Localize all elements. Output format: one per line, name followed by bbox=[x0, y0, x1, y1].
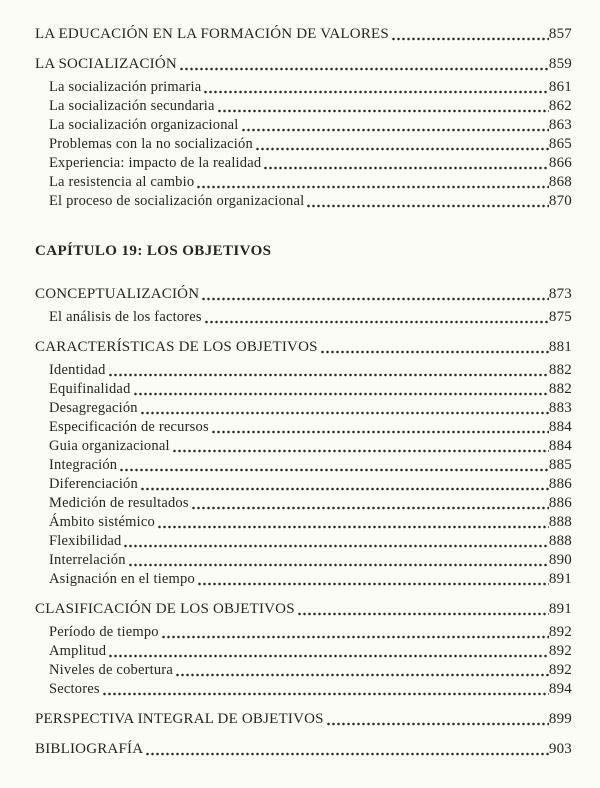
toc-entry-label: CONCEPTUALIZACIÓN bbox=[35, 286, 200, 302]
toc-entry-page-number: 883 bbox=[548, 400, 572, 416]
toc-entry-page-number: 888 bbox=[548, 533, 572, 549]
dot-leader bbox=[155, 513, 549, 532]
toc-entry-page-number: 882 bbox=[548, 381, 572, 397]
toc-entry-page-number: 888 bbox=[548, 514, 572, 530]
toc-entry bbox=[49, 437, 572, 456]
dot-leader bbox=[199, 285, 549, 304]
toc-entry-label: Diferenciación bbox=[49, 476, 138, 492]
toc-entry-label: La resistencia al cambio bbox=[49, 174, 195, 190]
toc-entry-label: BIBLIOGRAFÍA bbox=[35, 741, 144, 757]
toc-entry-page-number: 892 bbox=[548, 624, 572, 640]
chapter-heading-label: CAPÍTULO 19: LOS OBJETIVOS bbox=[35, 243, 272, 259]
dot-leader bbox=[261, 154, 549, 173]
toc-entry-page-number: 882 bbox=[548, 362, 572, 378]
dot-leader bbox=[324, 710, 549, 729]
toc-entry-page-number: 886 bbox=[548, 495, 572, 511]
toc-entry-label: PERSPECTIVA INTEGRAL DE OBJETIVOS bbox=[35, 711, 324, 727]
toc-entry bbox=[35, 285, 572, 304]
toc-entry-label: LA SOCIALIZACIÓN bbox=[35, 56, 177, 72]
dot-leader bbox=[131, 380, 549, 399]
dot-leader bbox=[253, 135, 549, 154]
toc-entry bbox=[49, 623, 572, 642]
toc-entry-label: CARACTERÍSTICAS DE LOS OBJETIVOS bbox=[35, 339, 318, 355]
toc-entry-label: Amplitud bbox=[49, 643, 107, 659]
toc-entry-page-number: 886 bbox=[548, 476, 572, 492]
dot-leader bbox=[138, 399, 549, 418]
dot-leader bbox=[173, 661, 549, 680]
toc-entry-page-number: 873 bbox=[548, 286, 572, 302]
toc-entry bbox=[35, 25, 572, 44]
toc-entry-page-number: 868 bbox=[548, 174, 572, 190]
toc-entry bbox=[49, 135, 572, 154]
toc-entry-page-number: 861 bbox=[548, 79, 572, 95]
toc-entry-label: Niveles de cobertura bbox=[49, 662, 173, 678]
dot-leader bbox=[389, 25, 549, 44]
toc-entry-page-number: 903 bbox=[548, 741, 572, 757]
toc-entry-label: Período de tiempo bbox=[49, 624, 159, 640]
toc-entry-label: CLASIFICACIÓN DE LOS OBJETIVOS bbox=[35, 601, 295, 617]
toc-entry-page-number: 870 bbox=[548, 193, 572, 209]
toc-entry-label: LA EDUCACIÓN EN LA FORMACIÓN DE VALORES bbox=[35, 26, 389, 42]
toc-entry-page-number: 894 bbox=[548, 681, 572, 697]
toc-entry-label: Interrelación bbox=[49, 552, 126, 568]
toc-entry bbox=[49, 642, 572, 661]
toc-entry bbox=[35, 55, 572, 74]
dot-leader bbox=[138, 475, 549, 494]
dot-leader bbox=[159, 623, 549, 642]
toc-entry-label: Especificación de recursos bbox=[49, 419, 209, 435]
dot-leader bbox=[106, 361, 549, 380]
toc-entry-label: Experiencia: impacto de la realidad bbox=[49, 155, 262, 171]
toc-entry bbox=[49, 192, 572, 211]
toc-entry bbox=[49, 97, 572, 116]
toc-entry-label: Integración bbox=[49, 457, 118, 473]
dot-leader bbox=[170, 437, 549, 456]
dot-leader bbox=[195, 570, 549, 589]
dot-leader bbox=[202, 308, 549, 327]
toc-entry-page-number: 863 bbox=[548, 117, 572, 133]
toc-entry-label: La socialización secundaria bbox=[49, 98, 215, 114]
toc-entry-label: Guia organizacional bbox=[49, 438, 170, 454]
dot-leader bbox=[126, 551, 549, 570]
toc-entry-page-number: 884 bbox=[548, 438, 572, 454]
toc-entry bbox=[35, 600, 572, 619]
toc-entry bbox=[49, 78, 572, 97]
dot-leader bbox=[295, 600, 549, 619]
toc-entry bbox=[49, 551, 572, 570]
toc-entry-label: Ámbito sistémico bbox=[49, 514, 155, 530]
toc-entry bbox=[49, 570, 572, 589]
dot-leader bbox=[100, 680, 549, 699]
toc-entry bbox=[49, 116, 572, 135]
toc-entry-page-number: 891 bbox=[548, 601, 572, 617]
toc-entry-label: Asignación en el tiempo bbox=[49, 571, 195, 587]
toc-entry-page-number: 885 bbox=[548, 457, 572, 473]
toc-entry bbox=[49, 680, 572, 699]
toc-entry-page-number: 875 bbox=[548, 309, 572, 325]
toc-entry-page-number: 862 bbox=[548, 98, 572, 114]
dot-leader bbox=[201, 78, 549, 97]
toc-entry-label: Sectores bbox=[49, 681, 100, 697]
toc-entry-label: El análisis de los factores bbox=[49, 309, 202, 325]
toc-entry-label: Desagregación bbox=[49, 400, 138, 416]
toc-entry bbox=[49, 361, 572, 380]
dot-leader bbox=[189, 494, 549, 513]
toc-entry bbox=[49, 418, 572, 437]
toc-entry bbox=[35, 710, 572, 729]
toc-entry bbox=[49, 399, 572, 418]
toc-entry-label: Flexibilidad bbox=[49, 533, 122, 549]
toc-entry bbox=[35, 740, 572, 759]
toc-entry-label: El proceso de socialización organizacional bbox=[49, 193, 305, 209]
dot-leader bbox=[117, 456, 549, 475]
toc-entry bbox=[49, 513, 572, 532]
toc-entry-label: La socialización organizacional bbox=[49, 117, 239, 133]
toc-entry bbox=[49, 475, 572, 494]
toc-entry-page-number: 881 bbox=[548, 339, 572, 355]
toc-entry-page-number: 892 bbox=[548, 662, 572, 678]
dot-leader bbox=[121, 532, 548, 551]
toc-entry-label: Equifinalidad bbox=[49, 381, 131, 397]
toc-entry-page-number: 866 bbox=[548, 155, 572, 171]
toc-entry-label: La socialización primaria bbox=[49, 79, 202, 95]
toc-entry bbox=[35, 338, 572, 357]
toc-entry-page-number: 857 bbox=[548, 26, 572, 42]
toc-entry-page-number: 884 bbox=[548, 419, 572, 435]
toc-entry bbox=[49, 661, 572, 680]
toc-entry bbox=[49, 308, 572, 327]
dot-leader bbox=[215, 97, 549, 116]
toc-entry-label: Medición de resultados bbox=[49, 495, 189, 511]
dot-leader bbox=[209, 418, 549, 437]
toc-entry bbox=[49, 494, 572, 513]
toc-entry-label: Identidad bbox=[49, 362, 106, 378]
toc-entry-page-number: 859 bbox=[548, 56, 572, 72]
toc-entry-page-number: 890 bbox=[548, 552, 572, 568]
dot-leader bbox=[239, 116, 549, 135]
toc-entry-page-number: 892 bbox=[548, 643, 572, 659]
dot-leader bbox=[194, 173, 549, 192]
dot-leader bbox=[143, 740, 549, 759]
toc-entry bbox=[49, 173, 572, 192]
toc-entry bbox=[49, 380, 572, 399]
toc-entry bbox=[49, 532, 572, 551]
toc-entry-page-number: 865 bbox=[548, 136, 572, 152]
dot-leader bbox=[304, 192, 549, 211]
toc-list bbox=[35, 25, 572, 759]
toc-entry bbox=[49, 456, 572, 475]
toc-entry-page-number: 891 bbox=[548, 571, 572, 587]
dot-leader bbox=[177, 55, 549, 74]
toc-entry-page-number: 899 bbox=[548, 711, 572, 727]
chapter-heading bbox=[35, 242, 572, 261]
dot-leader bbox=[318, 338, 549, 357]
toc-entry bbox=[49, 154, 572, 173]
toc-entry-label: Problemas con la no socialización bbox=[49, 136, 253, 152]
dot-leader bbox=[106, 642, 549, 661]
